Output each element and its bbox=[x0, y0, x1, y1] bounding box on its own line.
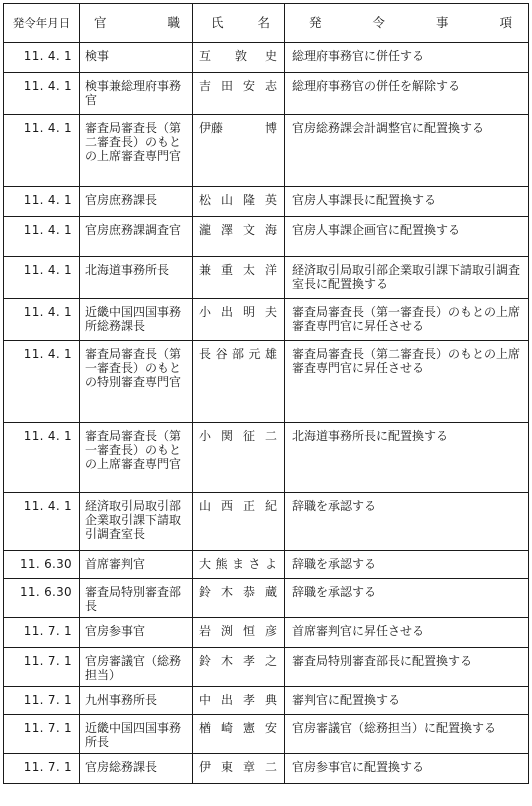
cell-post-text: 官房庶務課調査官 bbox=[85, 223, 182, 237]
cell-name bbox=[193, 217, 285, 257]
cell-date bbox=[4, 618, 80, 648]
cell-name-text: 松 山 隆 英 bbox=[199, 193, 277, 207]
table-row bbox=[4, 493, 529, 551]
cell-order-text: 官房人事課長に配置換する bbox=[292, 193, 437, 207]
cell-date-text: 11. 4. 1 bbox=[23, 263, 72, 277]
cell-date bbox=[4, 551, 80, 579]
cell-order-text: 官房参事官に配置換する bbox=[292, 760, 425, 774]
table-body bbox=[4, 43, 529, 784]
cell-name-text: 兼 重 太 洋 bbox=[199, 263, 277, 277]
cell-order bbox=[285, 341, 529, 423]
cell-name-text: 岩 渕 恒 彦 bbox=[199, 624, 277, 638]
cell-date bbox=[4, 715, 80, 754]
cell-post bbox=[80, 715, 193, 754]
cell-order bbox=[285, 493, 529, 551]
table-row bbox=[4, 687, 529, 715]
cell-post bbox=[80, 648, 193, 687]
cell-order bbox=[285, 187, 529, 217]
cell-name-text: 吉 田 安 志 bbox=[199, 79, 277, 93]
cell-name bbox=[193, 551, 285, 579]
cell-date bbox=[4, 423, 80, 493]
cell-name bbox=[193, 423, 285, 493]
header-date: 発令年月日 bbox=[4, 4, 80, 43]
cell-post bbox=[80, 341, 193, 423]
cell-name bbox=[193, 754, 285, 784]
cell-post bbox=[80, 115, 193, 187]
cell-date bbox=[4, 648, 80, 687]
cell-name bbox=[193, 341, 285, 423]
cell-post-text: 九州事務所長 bbox=[85, 693, 158, 707]
cell-name-text: 大 熊 ま さ よ bbox=[199, 557, 277, 571]
cell-post bbox=[80, 43, 193, 73]
cell-order bbox=[285, 648, 529, 687]
cell-order-text: 総理府事務官に併任する bbox=[292, 49, 425, 63]
cell-post-text: 経済取引局取引部企業取引課下請取引調査室長 bbox=[85, 499, 182, 541]
cell-order bbox=[285, 579, 529, 618]
cell-post-text: 審査局審査長（第一審査長）のもとの上席審査専門官 bbox=[85, 429, 182, 471]
cell-date-text: 11. 4. 1 bbox=[23, 49, 72, 63]
cell-post-text: 近畿中国四国事務所長 bbox=[85, 721, 182, 749]
cell-name bbox=[193, 73, 285, 115]
table-row bbox=[4, 187, 529, 217]
cell-name-text: 小 出 明 夫 bbox=[199, 305, 277, 319]
cell-order bbox=[285, 687, 529, 715]
personnel-order-table bbox=[3, 3, 529, 784]
cell-name-text: 伊藤 博 bbox=[199, 121, 277, 135]
cell-post bbox=[80, 187, 193, 217]
table-row bbox=[4, 73, 529, 115]
cell-date-text: 11. 7. 1 bbox=[23, 693, 72, 707]
cell-order-text: 官房総務課会計調整官に配置換する bbox=[292, 121, 485, 135]
cell-date-text: 11. 7. 1 bbox=[23, 760, 72, 774]
cell-date bbox=[4, 187, 80, 217]
cell-date-text: 11. 7. 1 bbox=[23, 624, 72, 638]
table-row bbox=[4, 618, 529, 648]
table-row bbox=[4, 648, 529, 687]
cell-post bbox=[80, 73, 193, 115]
cell-post-text: 検事 bbox=[85, 49, 110, 63]
cell-date-text: 11. 4. 1 bbox=[23, 429, 72, 443]
cell-post-text: 北海道事務所長 bbox=[85, 263, 170, 277]
cell-order bbox=[285, 115, 529, 187]
cell-date-text: 11. 6.30 bbox=[19, 585, 72, 599]
table-row bbox=[4, 43, 529, 73]
cell-date bbox=[4, 43, 80, 73]
cell-name-text: 山 西 正 紀 bbox=[199, 499, 277, 513]
cell-date-text: 11. 7. 1 bbox=[23, 654, 72, 668]
header-name: 氏 名 bbox=[193, 4, 285, 43]
cell-date-text: 11. 7. 1 bbox=[23, 721, 72, 735]
cell-order-text: 北海道事務所長に配置換する bbox=[292, 429, 449, 443]
cell-date-text: 11. 4. 1 bbox=[23, 347, 72, 361]
cell-order bbox=[285, 257, 529, 299]
cell-date bbox=[4, 493, 80, 551]
table-row bbox=[4, 423, 529, 493]
cell-order-text: 官房人事課企画官に配置換する bbox=[292, 223, 461, 237]
cell-date bbox=[4, 341, 80, 423]
cell-post-text: 審査局審査長（第一審査長）のもとの特別審査専門官 bbox=[85, 347, 182, 389]
cell-date bbox=[4, 217, 80, 257]
cell-name-text: 互 敦 史 bbox=[199, 49, 277, 63]
cell-date bbox=[4, 754, 80, 784]
cell-name bbox=[193, 648, 285, 687]
cell-date-text: 11. 4. 1 bbox=[23, 223, 72, 237]
table-row bbox=[4, 579, 529, 618]
cell-name bbox=[193, 618, 285, 648]
cell-order bbox=[285, 754, 529, 784]
cell-order bbox=[285, 217, 529, 257]
cell-post-text: 審査局審査長（第二審査長）のもとの上席審査専門官 bbox=[85, 121, 182, 163]
cell-post-text: 検事兼総理府事務官 bbox=[85, 79, 182, 107]
cell-order-text: 経済取引局取引部企業取引課下請取引調査室長に配置換する bbox=[292, 263, 521, 291]
cell-order-text: 首席審判官に昇任させる bbox=[292, 624, 425, 638]
cell-name-text: 楢 崎 憲 安 bbox=[199, 721, 277, 735]
cell-post bbox=[80, 299, 193, 341]
cell-post bbox=[80, 579, 193, 618]
cell-name bbox=[193, 43, 285, 73]
cell-date bbox=[4, 579, 80, 618]
cell-date bbox=[4, 115, 80, 187]
table-row bbox=[4, 299, 529, 341]
cell-order bbox=[285, 551, 529, 579]
cell-name bbox=[193, 687, 285, 715]
cell-post bbox=[80, 493, 193, 551]
cell-order-text: 審査局審査長（第一審査長）のもとの上席審査専門官に昇任させる bbox=[292, 305, 521, 333]
cell-post-text: 官房参事官 bbox=[85, 624, 146, 638]
table-row bbox=[4, 551, 529, 579]
cell-name-text: 鈴 木 孝 之 bbox=[199, 654, 277, 668]
cell-post bbox=[80, 423, 193, 493]
cell-order bbox=[285, 618, 529, 648]
cell-date-text: 11. 4. 1 bbox=[23, 79, 72, 93]
table-row bbox=[4, 715, 529, 754]
cell-post-text: 官房審議官（総務担当） bbox=[85, 654, 182, 682]
table-row bbox=[4, 115, 529, 187]
table-row bbox=[4, 217, 529, 257]
cell-post bbox=[80, 687, 193, 715]
cell-order bbox=[285, 715, 529, 754]
cell-name bbox=[193, 579, 285, 618]
cell-order-text: 総理府事務官の併任を解除する bbox=[292, 79, 461, 93]
cell-name-text: 中 出 孝 典 bbox=[199, 693, 277, 707]
cell-date-text: 11. 6.30 bbox=[19, 557, 72, 571]
cell-order-text: 辞職を承認する bbox=[292, 585, 377, 599]
cell-order-text: 審査局審査長（第二審査長）のもとの上席審査専門官に昇任させる bbox=[292, 347, 521, 375]
cell-date bbox=[4, 687, 80, 715]
cell-post bbox=[80, 754, 193, 784]
cell-post-text: 首席審判官 bbox=[85, 557, 146, 571]
cell-post bbox=[80, 257, 193, 299]
cell-date-text: 11. 4. 1 bbox=[23, 499, 72, 513]
cell-post-text: 審査局特別審査部長 bbox=[85, 585, 182, 613]
header-order: 発 令 事 項 bbox=[285, 4, 529, 43]
table-row bbox=[4, 754, 529, 784]
cell-name bbox=[193, 493, 285, 551]
cell-post bbox=[80, 217, 193, 257]
cell-date bbox=[4, 299, 80, 341]
cell-post-text: 官房庶務課長 bbox=[85, 193, 158, 207]
cell-post bbox=[80, 618, 193, 648]
cell-name bbox=[193, 299, 285, 341]
cell-post-text: 官房総務課長 bbox=[85, 760, 158, 774]
cell-name-text: 瀧 澤 文 海 bbox=[199, 223, 277, 237]
cell-name bbox=[193, 715, 285, 754]
cell-date bbox=[4, 73, 80, 115]
cell-order bbox=[285, 423, 529, 493]
header-row bbox=[4, 4, 529, 43]
cell-order-text: 審判官に配置換する bbox=[292, 693, 401, 707]
cell-order-text: 辞職を承認する bbox=[292, 557, 377, 571]
cell-post-text: 近畿中国四国事務所総務課長 bbox=[85, 305, 182, 333]
table-row bbox=[4, 341, 529, 423]
cell-name bbox=[193, 257, 285, 299]
cell-name bbox=[193, 187, 285, 217]
cell-order bbox=[285, 43, 529, 73]
cell-order-text: 審査局特別審査部長に配置換する bbox=[292, 654, 473, 668]
cell-name-text: 小 関 征 二 bbox=[199, 429, 277, 443]
cell-post bbox=[80, 551, 193, 579]
cell-date-text: 11. 4. 1 bbox=[23, 121, 72, 135]
header-post: 官 職 bbox=[80, 4, 193, 43]
cell-order bbox=[285, 299, 529, 341]
cell-order-text: 辞職を承認する bbox=[292, 499, 377, 513]
cell-name bbox=[193, 115, 285, 187]
table-row bbox=[4, 257, 529, 299]
cell-date-text: 11. 4. 1 bbox=[23, 193, 72, 207]
cell-name-text: 長 谷 部 元 雄 bbox=[199, 347, 277, 361]
cell-name-text: 鈴 木 恭 蔵 bbox=[199, 585, 277, 599]
cell-order-text: 官房審議官（総務担当）に配置換する bbox=[292, 721, 497, 735]
cell-date-text: 11. 4. 1 bbox=[23, 305, 72, 319]
cell-name-text: 伊 東 章 二 bbox=[199, 760, 277, 774]
cell-date bbox=[4, 257, 80, 299]
cell-order bbox=[285, 73, 529, 115]
